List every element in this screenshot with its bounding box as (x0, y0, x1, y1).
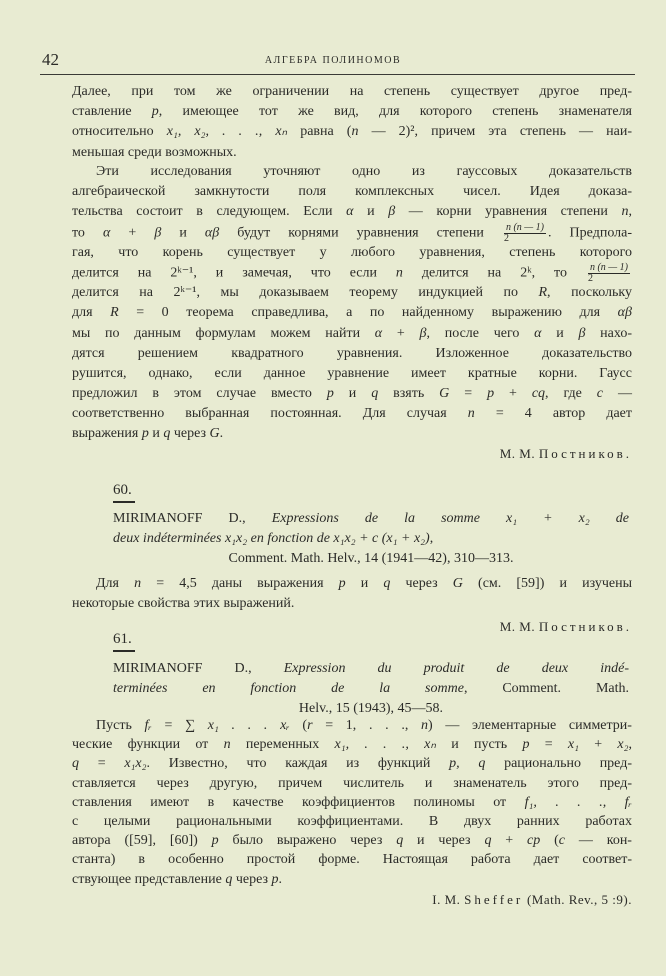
text-run: и (333, 386, 372, 402)
text-run: ствующее представление (72, 871, 226, 887)
text-run: Пусть (96, 718, 145, 733)
text-run: ) — элементарные симметри- (428, 718, 632, 733)
text-line (72, 344, 632, 364)
text-line (72, 831, 632, 850)
text-run: меньшая среди возможных. (72, 144, 237, 160)
text-line (72, 594, 632, 614)
text-run: станта) в особенно простой форме. Настоящая работа дает соответ- (72, 852, 632, 868)
text-run: (см. [59]) и изучены (462, 576, 632, 591)
math-italic-run: n (351, 124, 359, 140)
text-run: = (79, 756, 125, 772)
text-run: будут корнями уравнения степени (219, 225, 502, 241)
math-italic-run: cq (531, 386, 546, 402)
entry-number-60: 60. (113, 482, 135, 503)
text-run: ( (289, 718, 308, 733)
math-italic-run: x₂ (617, 737, 629, 753)
text-line (113, 679, 629, 699)
math-italic-run: α (102, 225, 111, 241)
math-italic-run: n (467, 406, 475, 422)
signature-initials: I. M. (432, 892, 461, 907)
signature-name: Sheffer (464, 892, 524, 907)
text-line (72, 202, 632, 222)
text-run: и (345, 576, 384, 591)
signature-initials: М. М. (499, 446, 536, 461)
math-italic-run: c (596, 386, 604, 402)
text-line (72, 243, 632, 263)
math-italic-run: p (338, 576, 346, 591)
text-line (72, 324, 632, 344)
math-italic-run: x₁x₂ (124, 756, 147, 772)
text-run: , Comment. Math. (463, 681, 629, 697)
text-run: для (72, 305, 111, 321)
text-run: гая, что корень существует у любого уравнения, степень которого (72, 244, 632, 260)
math-italic-run: αβ (617, 305, 632, 321)
text-run: . Предпола- (548, 225, 632, 241)
text-run: = 0 теорема справедлива, а по найденному выражению для (118, 305, 618, 321)
math-italic-run: n (223, 737, 231, 753)
abstract-60 (72, 574, 632, 614)
running-title: АЛГЕБРА ПОЛИНОМОВ (264, 55, 402, 66)
text-run: соответственно выбранная постоянная. Для случая (72, 406, 468, 422)
math-italic-run: q (371, 386, 379, 402)
math-italic-run: p (522, 737, 530, 753)
text-line (72, 122, 632, 142)
text-line (72, 82, 632, 102)
text-run: ( (540, 833, 559, 849)
text-run: = (529, 737, 568, 753)
text-run: с целыми рациональными коэффициентами. В двух ранних работах (72, 813, 632, 829)
math-italic-run: q (72, 756, 79, 772)
text-run: равна ( (287, 124, 352, 140)
text-run: взять (378, 386, 440, 402)
text-line (72, 263, 632, 283)
text-run: , (429, 531, 434, 547)
paragraph-1 (72, 82, 632, 163)
math-italic-run: α (374, 325, 383, 341)
text-run: мы по данным формулам можем найти (72, 325, 375, 341)
math-italic-run: n (134, 576, 142, 591)
math-italic-run: x₁ (567, 737, 579, 753)
math-italic-run: n (421, 718, 429, 733)
text-run: = 4,5 даны выражения (141, 576, 339, 591)
text-run: + (491, 833, 528, 849)
text-run: ческие функции от (72, 737, 224, 753)
text-run: и через (403, 833, 485, 849)
math-italic-run: c (558, 833, 566, 849)
text-run: — (603, 386, 632, 402)
reference-61 (113, 659, 629, 720)
text-run: делится на 2ᵏ, то (402, 265, 586, 281)
math-italic-run: β (154, 225, 162, 241)
text-line (72, 735, 632, 754)
text-run: дятся решением квадратного уравнения. Изложенное доказательство (72, 345, 632, 361)
text-run: . Известно, что каждая из функций (146, 756, 450, 772)
text-run: делится на 2ᵏ⁻¹, мы доказываем теорему индукцией по (72, 285, 539, 301)
text-run: выражения (72, 426, 142, 442)
text-run: предложил в этом случае вместо (72, 386, 327, 402)
abstract-61 (72, 716, 632, 889)
signature-postnikov-2 (500, 619, 632, 635)
text-line (113, 509, 629, 529)
math-italic-run: Expression du produit de deux indé- (283, 661, 629, 676)
math-italic-run: p (141, 426, 149, 442)
text-line (72, 162, 632, 182)
signature-name: Постников. (538, 619, 632, 634)
text-line (72, 716, 632, 735)
text-line (72, 574, 632, 594)
text-run: , где (545, 386, 597, 402)
text-run: и (541, 325, 579, 341)
text-run: — кон- (565, 833, 632, 849)
text-run: Для (96, 576, 135, 591)
signature-source: (Math. Rev., 5 :9). (526, 892, 632, 907)
fraction-denominator: 2 (503, 232, 509, 244)
signature-initials: М. М. (499, 619, 536, 634)
text-run: через (232, 871, 272, 887)
text-run: = (449, 386, 488, 402)
math-italic-run: R (110, 305, 119, 321)
math-italic-run: x₁, x₂, . . ., xₙ (166, 124, 288, 140)
text-run: Comment. Math. Helv., 14 (1941—42), 310—313. (228, 551, 514, 567)
text-line (72, 850, 632, 869)
text-run: Эти исследования уточняют одно из гауссовых доказательств (96, 164, 632, 179)
text-line (113, 659, 629, 679)
reference-60 (113, 509, 629, 570)
text-run: через (170, 426, 210, 442)
math-italic-run: G (209, 426, 220, 442)
text-run: — корни уравнения степени (395, 204, 622, 220)
text-run: рационально пред- (485, 756, 632, 772)
text-run: Далее, при том же ограничении на степень существует другое пред- (72, 84, 632, 99)
text-run: ставление (72, 104, 152, 120)
text-line (72, 283, 632, 303)
math-italic-run: p (326, 386, 334, 402)
fraction-numerator: n (n — 1) (505, 221, 545, 233)
text-line (72, 774, 632, 793)
math-italic-run: q (383, 576, 391, 591)
text-run: = 4 автор дает (474, 406, 632, 422)
text-line (72, 364, 632, 384)
page-number: 42 (42, 50, 59, 69)
text-run: относительно (72, 124, 167, 140)
math-italic-run: G (439, 386, 450, 402)
math-italic-run: f₁, . . ., fᵣ (524, 794, 633, 810)
math-italic-run: terminées en fonction de la somme (113, 681, 464, 697)
text-run: переменных (230, 737, 335, 753)
math-italic-run: α (534, 325, 542, 341)
signature-name: Постников. (538, 446, 632, 461)
fraction-denominator: 2 (587, 272, 593, 284)
text-line (72, 754, 632, 773)
text-run: нахо- (585, 325, 633, 341)
text-run: тельства состоит в следующем. Если (72, 204, 347, 220)
math-italic-run: p (271, 871, 279, 887)
signature-sheffer (432, 892, 632, 908)
text-run: и пусть (435, 737, 523, 753)
math-italic-run: q (396, 833, 404, 849)
text-run: и (161, 225, 205, 241)
entry-number-61: 61. (113, 631, 135, 652)
text-run: = 1, . . ., (312, 718, 422, 733)
math-italic-run: G (452, 576, 463, 591)
text-run: — 2)², причем эта степень — наи- (358, 124, 632, 140)
math-italic-run: β (388, 204, 396, 220)
math-italic-run: x₁ . . . xᵣ (207, 718, 290, 733)
math-italic-run: p (487, 386, 495, 402)
text-run: , имеющее тот же вид, для которого степень знаменателя (158, 104, 632, 120)
text-run: , после чего (426, 325, 535, 341)
paragraph-2 (72, 162, 632, 445)
text-line (72, 384, 632, 404)
text-run: + (110, 225, 155, 241)
text-run: + (578, 737, 618, 753)
text-run: ставляется через другую, причем числитель и знаменатель этого пред- (72, 775, 632, 791)
text-run: некоторые свойства этих выражений. (72, 596, 295, 612)
fraction (588, 263, 630, 284)
fraction-numerator: n (n — 1) (589, 261, 628, 273)
text-run: , поскольку (547, 285, 633, 301)
math-italic-run: R (538, 285, 548, 301)
math-italic-run: p, q (449, 756, 486, 772)
math-italic-run: p (151, 104, 159, 120)
text-run: + (494, 386, 532, 402)
text-run: = ∑ (151, 718, 208, 733)
text-run: ставления имеют в качестве коэффициентов полиномы от (72, 794, 525, 810)
text-line (72, 102, 632, 122)
math-italic-run: r (307, 718, 313, 733)
text-line (72, 182, 632, 202)
text-run: и (148, 426, 164, 442)
text-run: , (628, 737, 633, 753)
text-run: и (353, 204, 389, 220)
text-line (72, 812, 632, 831)
fraction (504, 223, 546, 244)
text-run: . (278, 871, 282, 887)
math-italic-run: α (346, 204, 354, 220)
text-run: + (382, 325, 420, 341)
math-italic-run: q (225, 871, 233, 887)
signature-postnikov-1 (500, 446, 632, 462)
text-run: через (390, 576, 453, 591)
header-rule (40, 74, 635, 75)
math-italic-run: q (163, 426, 171, 442)
text-line (72, 870, 632, 889)
text-line (72, 404, 632, 424)
text-line (72, 424, 632, 444)
text-run: . (219, 426, 224, 442)
math-italic-run: Expressions de la somme x₁ + x₂ de (271, 511, 630, 526)
math-italic-run: p (211, 833, 219, 849)
text-line (113, 529, 629, 549)
math-italic-run: β (578, 325, 586, 341)
math-italic-run: deux indéterminées x₁x₂ en fonction de x₁x₂ + c (x₁ + x₂) (113, 531, 430, 547)
text-line (72, 793, 632, 812)
text-line (72, 303, 632, 323)
text-run: MIRIMANOFF D., (113, 661, 284, 676)
math-italic-run: n (621, 204, 629, 220)
math-italic-run: fᵣ (144, 718, 152, 733)
text-line (113, 549, 629, 569)
text-run: рушится, однако, если данное уравнение имеет кратные корни. Гаусс (72, 365, 632, 381)
math-italic-run: q (484, 833, 492, 849)
math-italic-run: αβ (204, 225, 220, 241)
text-run: делится на 2ᵏ⁻¹, и замечая, что если (72, 265, 396, 281)
text-run: было выражено через (218, 833, 397, 849)
math-italic-run: x₁, . . ., xₙ (334, 737, 436, 753)
math-italic-run: cp (527, 833, 541, 849)
text-run: Helv., 15 (1943), 45—58. (298, 701, 444, 717)
text-line (72, 223, 632, 243)
text-run: автора ([59], [60]) (72, 833, 212, 849)
text-run: , (628, 204, 633, 220)
text-run: то (72, 225, 103, 241)
math-italic-run: n (395, 265, 403, 281)
text-line (72, 143, 632, 163)
math-italic-run: β (419, 325, 427, 341)
text-run: MIRIMANOFF D., (113, 511, 272, 526)
text-run: алгебраической замкнутости поля комплексных чисел. Идея доказа- (72, 184, 632, 200)
